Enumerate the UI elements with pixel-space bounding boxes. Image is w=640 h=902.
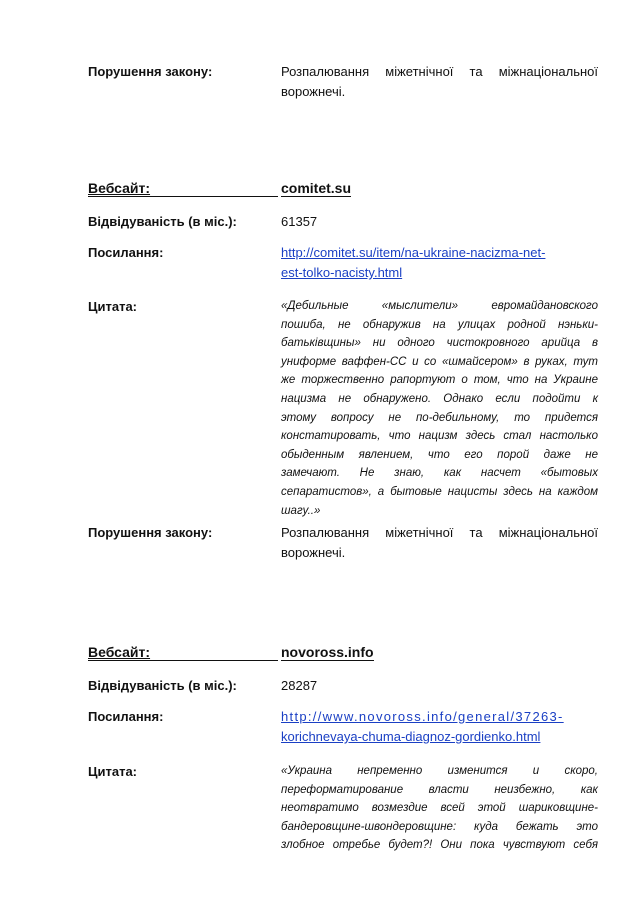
visits-row	[88, 212, 598, 234]
link-wrap	[281, 707, 598, 747]
quote-line: бандеровщине-швондеровщине: куда бежать это	[281, 820, 598, 833]
quote-row	[88, 762, 598, 862]
visits-value: 28287	[281, 678, 318, 693]
quote-text	[281, 297, 598, 520]
violation-label: Порушення закону:	[88, 525, 213, 540]
quote-line: констатировать, что нацизм здесь стал настолько	[281, 430, 598, 443]
website-label: Вебсайт:	[88, 642, 278, 661]
violation-row	[88, 523, 598, 567]
website-row	[88, 642, 598, 664]
website-value[interactable]: novoross.info	[281, 644, 374, 660]
link-wrap	[281, 243, 598, 283]
quote-line: переформатирование власти неизбежно, как	[281, 783, 598, 796]
article-link-line1[interactable]: http://www.novoross.info/general/37263-	[281, 709, 564, 724]
quote-label: Цитата:	[88, 299, 138, 314]
quote-line: замечают. Не знаю, как насчет «бытовых	[281, 467, 598, 480]
quote-text	[281, 762, 598, 855]
quote-line: же торжественно рапортуют о том, что на Украине	[281, 374, 598, 387]
visits-value: 61357	[281, 214, 318, 229]
quote-line: злобное отребье будет?! Они пока чувствуют себя	[281, 839, 598, 852]
quote-line: обыденным явлением, что его порой даже не	[281, 448, 598, 461]
violation-row	[88, 62, 598, 106]
violation-label: Порушення закону:	[88, 64, 213, 79]
quote-line: шагу..»	[281, 504, 321, 517]
violation-text: Розпалювання міжетнічної та міжнаціональної ворожнечі.	[281, 64, 598, 99]
website-label: Вебсайт:	[88, 178, 278, 197]
link-row	[88, 707, 598, 751]
quote-row	[88, 297, 598, 517]
website-row	[88, 178, 598, 200]
website-value[interactable]: comitet.su	[281, 180, 352, 196]
violation-text: Розпалювання міжетнічної та міжнаціональної ворожнечі.	[281, 525, 598, 560]
quote-line: «Дебильные «мыслители» евромайдановского	[281, 300, 598, 312]
quote-line: неотвратимо возмездие всей этой шариковщине-	[281, 802, 598, 815]
quote-line: этому вопросу не по-дебильному, то придется	[281, 411, 598, 424]
article-link-line2[interactable]: korichnevaya-chuma-diagnoz-gordienko.html	[281, 729, 541, 744]
quote-line: «Украина непременно изменится и скоро,	[281, 765, 598, 777]
quote-line: батьківщины» ни одного чистокровного арийца в	[281, 337, 598, 350]
link-label: Посилання:	[88, 709, 164, 724]
quote-line: сепаратистов», а бытовые нацисты здесь на каждом	[281, 485, 598, 498]
link-row	[88, 243, 598, 287]
visits-row	[88, 676, 598, 698]
quote-label: Цитата:	[88, 764, 138, 779]
link-label: Посилання:	[88, 245, 164, 260]
article-link-line1[interactable]: http://comitet.su/item/na-ukraine-nacizma-net-	[281, 245, 546, 260]
visits-label: Відвідуваність (в міс.):	[88, 214, 237, 229]
quote-line: нацизма не обнаружено. Однако если подойти к	[281, 392, 598, 405]
quote-line: пошиба, не обнаружив на улицах родной нэньки-	[281, 318, 598, 331]
quote-line: униформе ваффен-СС и со «шмайсером» в руках, тут	[281, 355, 598, 368]
visits-label: Відвідуваність (в міс.):	[88, 678, 237, 693]
article-link-line2[interactable]: est-tolko-nacisty.html	[281, 265, 403, 280]
